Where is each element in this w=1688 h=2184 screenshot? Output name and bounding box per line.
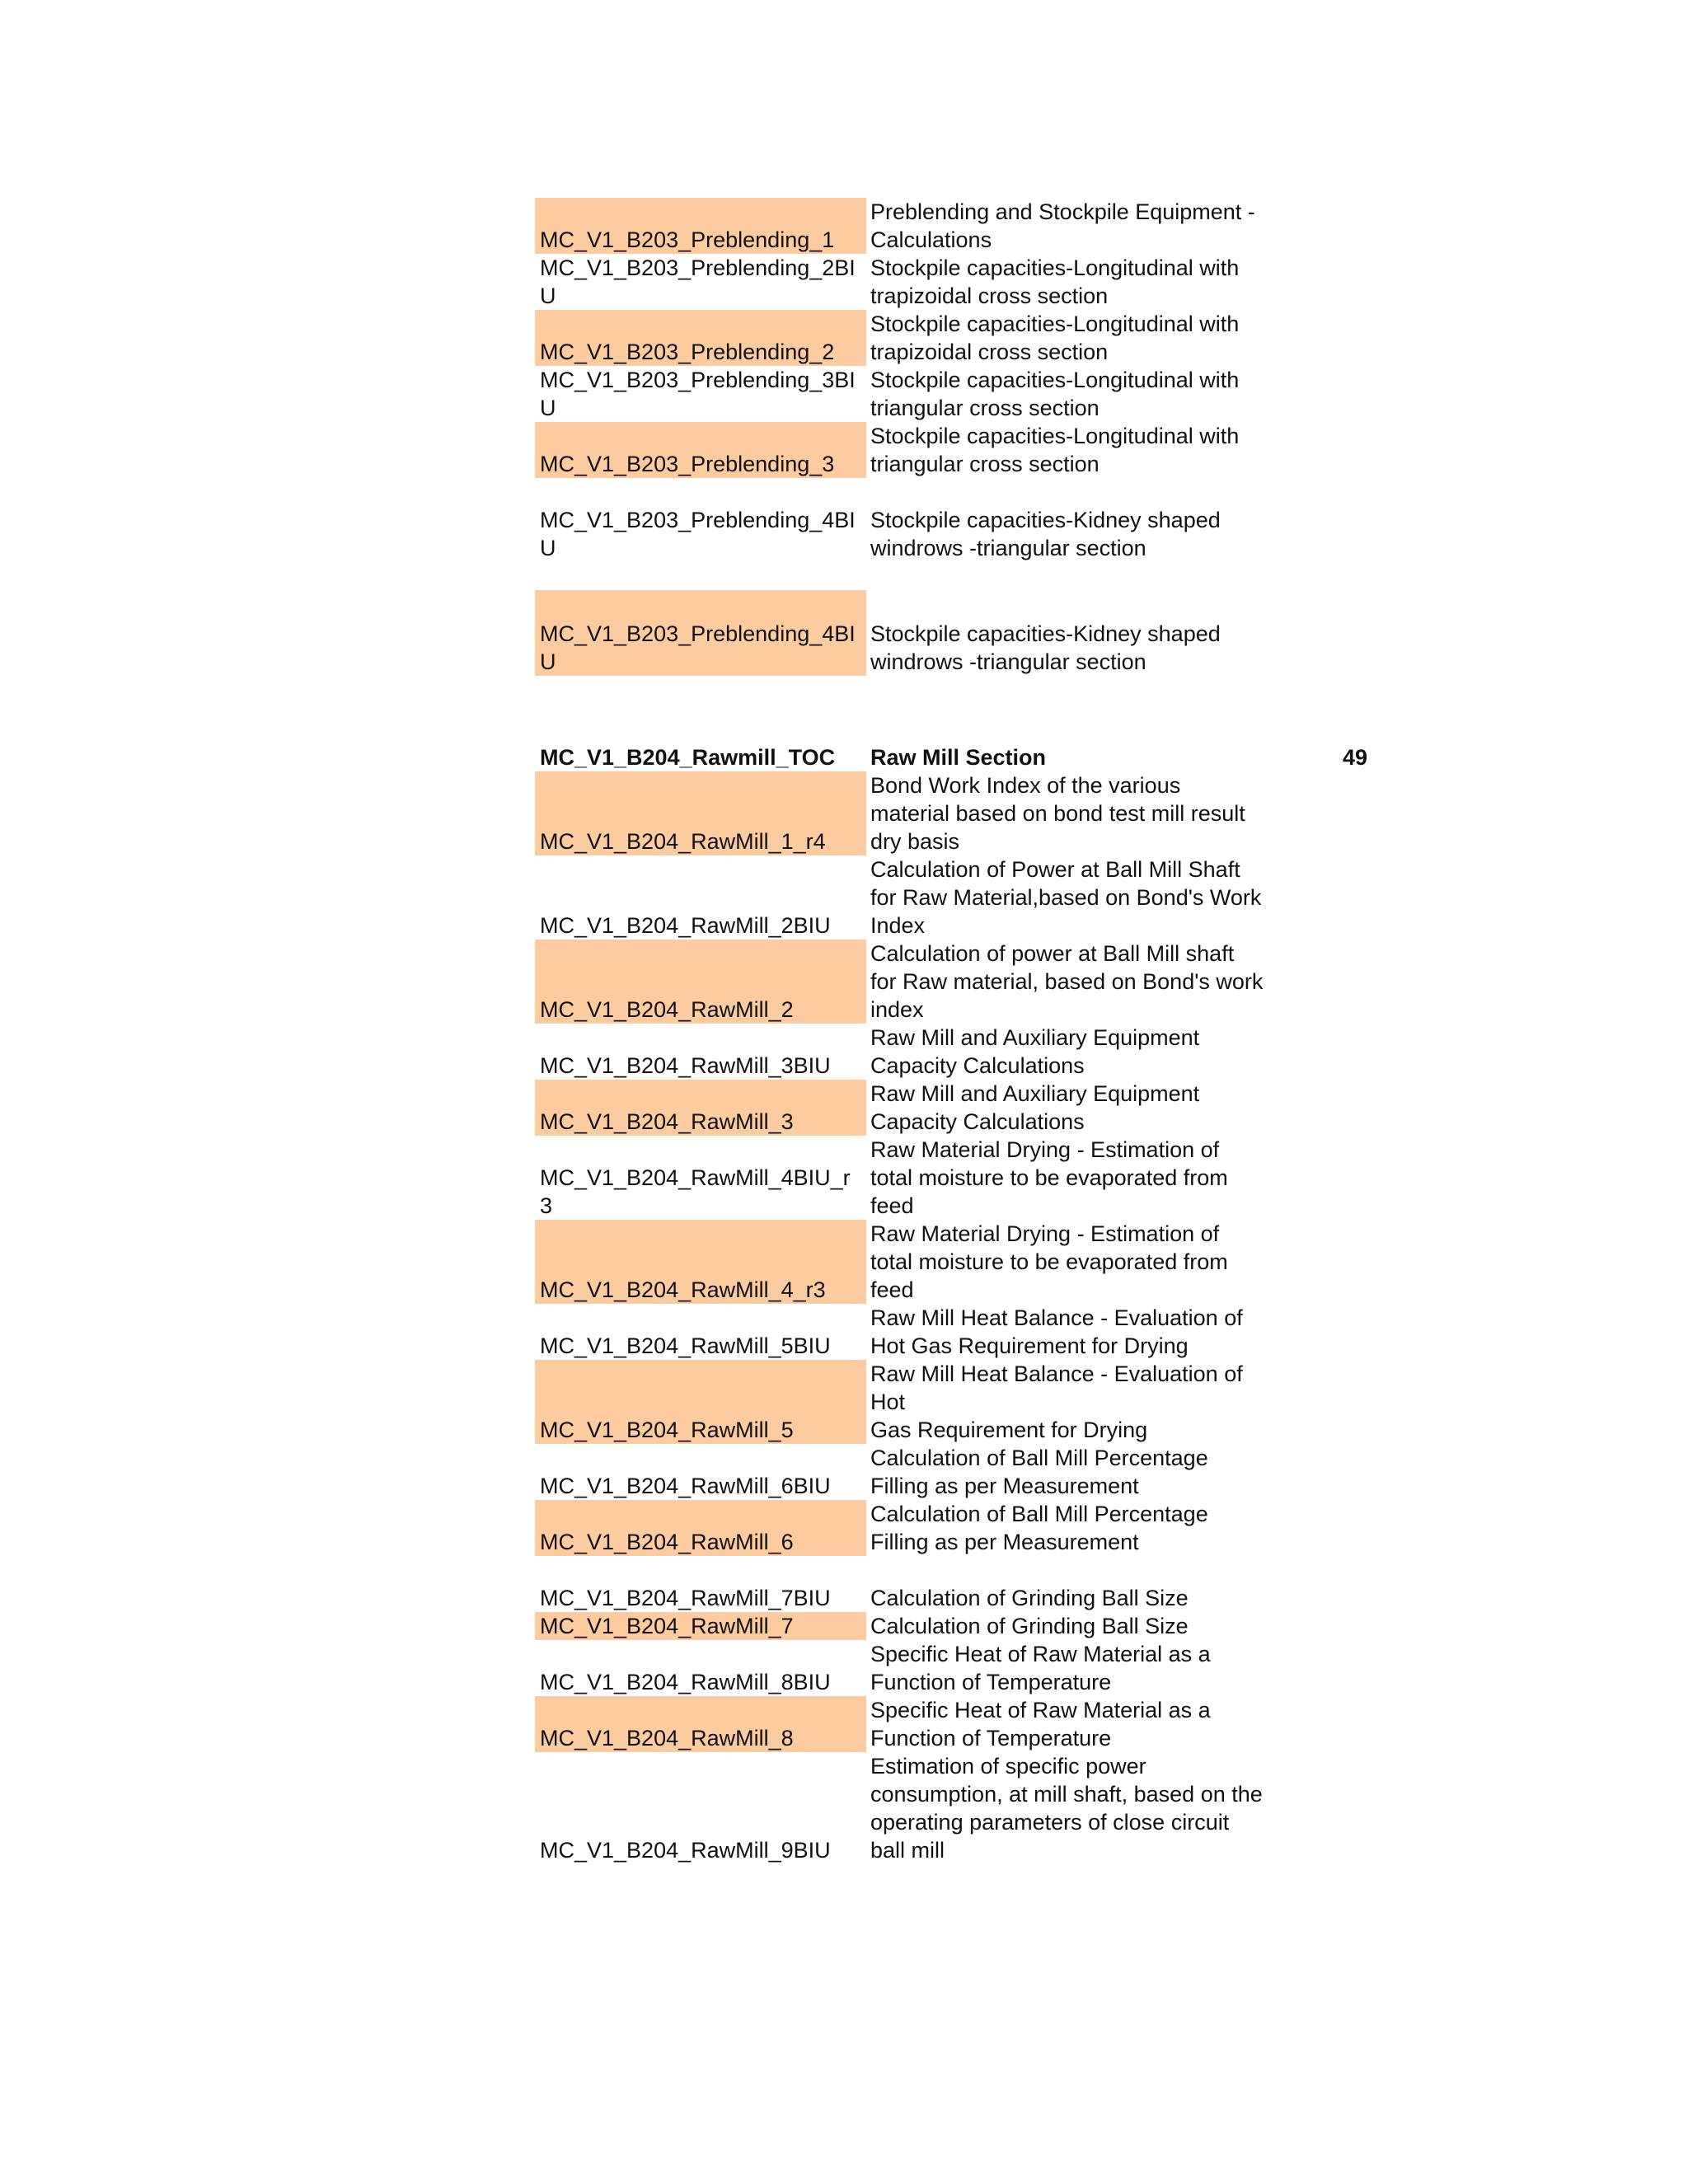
page-number-cell: 49 xyxy=(1342,745,1367,770)
rawmill-table xyxy=(535,743,1367,1864)
file-code-cell xyxy=(535,1136,866,1220)
description-cell: Bond Work Index of the various material based on bond test mill result dry basis xyxy=(870,773,1245,854)
file-code-text: MC_V1_B204_RawMill_8 xyxy=(540,1726,794,1750)
table-row xyxy=(535,1360,1367,1444)
table-row xyxy=(535,940,1367,1024)
file-code-cell xyxy=(535,310,866,366)
file-code-text: MC_V1_B204_RawMill_2BIU xyxy=(540,913,831,938)
file-code-text: MC_V1_B204_RawMill_4_r3 xyxy=(540,1277,826,1302)
file-code-text: MC_V1_B204_RawMill_2 xyxy=(540,997,794,1022)
file-code-cell xyxy=(535,1360,866,1444)
description-cell: Stockpile capacities-Longitudinal with triangular cross section xyxy=(870,368,1240,420)
file-code-cell xyxy=(535,422,866,478)
description-cell: Calculation of Ball Mill Percentage Filling as per Measurement xyxy=(870,1502,1208,1554)
file-code-cell xyxy=(535,855,866,940)
file-code-text: MC_V1_B204_RawMill_4BIU_r 3 xyxy=(540,1165,851,1218)
description-cell: Specific Heat of Raw Material as a Function of Temperature xyxy=(870,1642,1211,1694)
description-cell: Raw Mill Heat Balance - Evaluation of Hot Gas Requirement for Drying xyxy=(870,1361,1243,1442)
description-cell: Stockpile capacities-Longitudinal with triangular cross section xyxy=(870,424,1240,476)
table-row xyxy=(535,1500,1367,1556)
file-code-text: MC_V1_B204_RawMill_5 xyxy=(540,1418,794,1442)
file-code-text: MC_V1_B204_RawMill_6 xyxy=(540,1530,794,1554)
table-row xyxy=(535,1220,1367,1304)
file-code-cell xyxy=(535,1500,866,1556)
file-code-cell xyxy=(535,1304,866,1360)
description-cell: Raw Mill Heat Balance - Evaluation of Hot Gas Requirement for Drying xyxy=(870,1305,1243,1358)
table-row xyxy=(535,771,1367,855)
table-row xyxy=(535,1696,1367,1752)
description-cell: Stockpile capacities-Kidney shaped windrows -triangular section xyxy=(870,621,1221,674)
file-code-text: MC_V1_B203_Preblending_2 xyxy=(540,340,835,364)
description-cell: Calculation of Grinding Ball Size xyxy=(870,1586,1189,1610)
table-row xyxy=(535,1444,1367,1500)
file-code-cell xyxy=(535,506,866,562)
preblending-table xyxy=(535,198,1367,676)
table-row xyxy=(535,1024,1367,1080)
description-cell: Raw Material Drying - Estimation of total moisture to be evaporated from feed xyxy=(870,1137,1228,1218)
file-code-text: MC_V1_B204_RawMill_8BIU xyxy=(540,1670,831,1694)
description-cell: Calculation of Ball Mill Percentage Filling as per Measurement xyxy=(870,1446,1208,1498)
table-row xyxy=(535,254,1367,310)
file-code-text: MC_V1_B203_Preblending_1 xyxy=(540,227,835,252)
table-row xyxy=(535,1080,1367,1136)
file-code-text: MC_V1_B204_RawMill_3 xyxy=(540,1109,794,1134)
file-code-text: MC_V1_B203_Preblending_4BI U xyxy=(540,508,856,560)
file-code-text: MC_V1_B204_RawMill_1_r4 xyxy=(540,829,826,854)
file-code-text: MC_V1_B204_RawMill_7BIU xyxy=(540,1586,831,1610)
table-row xyxy=(535,1556,1367,1612)
table-row xyxy=(535,743,1367,771)
file-code-cell xyxy=(535,1612,866,1640)
description-cell: Raw Mill Section xyxy=(870,745,1047,770)
file-code-text: MC_V1_B204_RawMill_9BIU xyxy=(540,1838,831,1863)
description-cell: Preblending and Stockpile Equipment - Calculations xyxy=(870,199,1255,252)
table-row xyxy=(535,855,1367,940)
table-row xyxy=(535,198,1367,254)
table-row xyxy=(535,1136,1367,1220)
file-code-cell xyxy=(535,743,866,771)
table-row xyxy=(535,1304,1367,1360)
file-code-text: MC_V1_B204_RawMill_6BIU xyxy=(540,1474,831,1498)
file-code-text: MC_V1_B203_Preblending_3 xyxy=(540,452,835,476)
file-code-cell xyxy=(535,366,866,422)
file-code-text: MC_V1_B203_Preblending_3BI U xyxy=(540,368,856,420)
description-cell: Calculation of Grinding Ball Size xyxy=(870,1614,1189,1638)
table-row xyxy=(535,422,1367,478)
table-row xyxy=(535,1612,1367,1640)
table-row xyxy=(535,310,1367,366)
file-code-text: MC_V1_B204_RawMill_7 xyxy=(540,1614,794,1638)
table-row xyxy=(535,590,1367,676)
description-cell: Specific Heat of Raw Material as a Function of Temperature xyxy=(870,1698,1211,1750)
file-code-cell xyxy=(535,254,866,310)
file-code-cell xyxy=(535,771,866,855)
file-code-cell xyxy=(535,1220,866,1304)
description-cell: Calculation of Power at Ball Mill Shaft for Raw Material,based on Bond's Work Index xyxy=(870,857,1262,938)
file-code-text: MC_V1_B203_Preblending_2BI U xyxy=(540,255,856,308)
file-code-text: MC_V1_B204_RawMill_5BIU xyxy=(540,1333,831,1358)
description-cell: Raw Mill and Auxiliary Equipment Capacity Calculations xyxy=(870,1025,1200,1078)
file-code-text: MC_V1_B204_Rawmill_TOC xyxy=(540,745,836,770)
table-row xyxy=(535,366,1367,422)
description-cell: Raw Material Drying - Estimation of total moisture to be evaporated from feed xyxy=(870,1221,1228,1302)
description-cell: Stockpile capacities-Longitudinal with trapizoidal cross section xyxy=(870,312,1240,364)
description-cell: Estimation of specific power consumption, at mill shaft, based on the operating parameters of close circuit ball mill xyxy=(870,1754,1263,1863)
description-cell: Calculation of power at Ball Mill shaft for Raw material, based on Bond's work index xyxy=(870,941,1264,1022)
file-code-cell xyxy=(535,1640,866,1696)
file-code-text: MC_V1_B204_RawMill_3BIU xyxy=(540,1053,831,1078)
description-cell: Stockpile capacities-Longitudinal with trapizoidal cross section xyxy=(870,255,1240,308)
file-code-cell xyxy=(535,198,866,254)
table-row xyxy=(535,1752,1367,1864)
description-cell: Raw Mill and Auxiliary Equipment Capacity Calculations xyxy=(870,1081,1200,1134)
file-code-text: MC_V1_B203_Preblending_4BI U xyxy=(540,621,856,674)
file-code-cell xyxy=(535,1584,866,1612)
description-cell: Stockpile capacities-Kidney shaped windrows -triangular section xyxy=(870,508,1221,560)
file-code-cell xyxy=(535,1024,866,1080)
table-row xyxy=(535,478,1367,562)
file-code-cell xyxy=(535,590,866,676)
file-code-cell xyxy=(535,1080,866,1136)
file-code-cell xyxy=(535,1752,866,1864)
file-code-cell xyxy=(535,1444,866,1500)
file-code-cell xyxy=(535,940,866,1024)
table-row xyxy=(535,1640,1367,1696)
file-code-cell xyxy=(535,1696,866,1752)
